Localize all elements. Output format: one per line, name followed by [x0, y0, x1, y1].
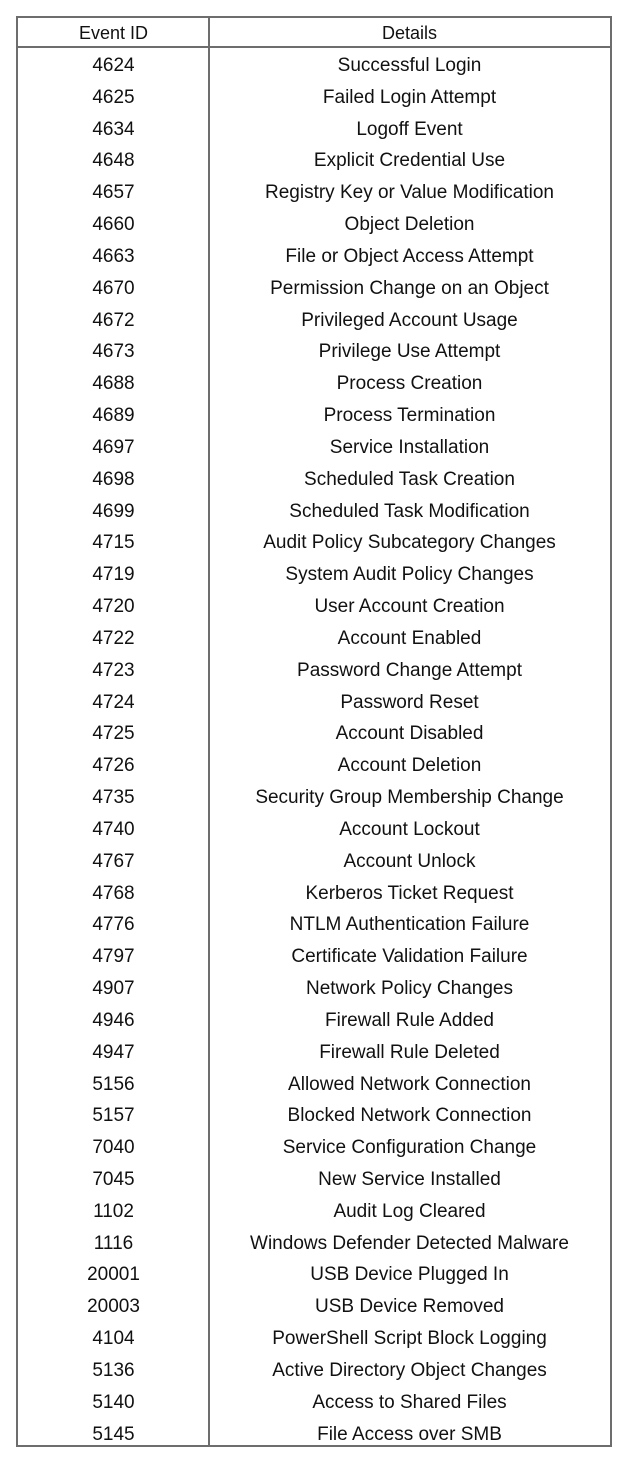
event-id-cell: 4634 — [92, 118, 135, 140]
event-id-cell: 4946 — [92, 1009, 135, 1031]
details-cell: USB Device Removed — [314, 1296, 505, 1318]
details-cell: Failed Login Attempt — [322, 86, 497, 108]
details-cell: USB Device Plugged In — [310, 1264, 509, 1286]
event-id-cell: 20003 — [87, 1296, 140, 1318]
event-id-cell: 4663 — [92, 245, 135, 267]
table-row — [18, 559, 610, 591]
details-cell: Scheduled Task Creation — [304, 468, 515, 490]
details-cell: Account Lockout — [339, 818, 480, 840]
table-row — [18, 1196, 610, 1228]
table-row — [18, 114, 610, 146]
table-row — [18, 464, 610, 496]
event-id-cell: 4740 — [92, 818, 135, 840]
details-cell: PowerShell Script Block Logging — [272, 1328, 547, 1350]
table-row — [18, 909, 610, 941]
event-id-cell: 7040 — [92, 1137, 135, 1159]
table-row — [18, 1387, 610, 1419]
table-row — [18, 973, 610, 1005]
table-row — [18, 1037, 610, 1069]
details-cell: Firewall Rule Deleted — [319, 1041, 500, 1063]
event-id-cell: 4720 — [92, 596, 135, 618]
table-row — [18, 432, 610, 464]
table-row — [18, 177, 610, 209]
details-cell: Account Disabled — [335, 723, 484, 745]
table-row — [18, 209, 610, 241]
table-row — [18, 718, 610, 750]
details-cell: Network Policy Changes — [306, 978, 513, 1000]
event-id-cell: 4104 — [92, 1328, 135, 1350]
details-cell: Kerberos Ticket Request — [305, 882, 514, 904]
details-cell: New Service Installed — [318, 1168, 501, 1190]
details-cell: Service Installation — [329, 436, 490, 458]
event-id-cell: 4724 — [92, 691, 135, 713]
event-id-cell: 4672 — [92, 309, 135, 331]
event-id-cell: 4648 — [92, 150, 135, 172]
table-row — [18, 241, 610, 273]
details-cell: Active Directory Object Changes — [272, 1359, 547, 1381]
event-id-cell: 4670 — [92, 277, 135, 299]
event-id-cell: 7045 — [92, 1168, 135, 1190]
event-id-cell: 4699 — [92, 500, 135, 522]
event-id-table — [16, 16, 612, 1447]
event-id-cell: 4735 — [92, 787, 135, 809]
table-row — [18, 145, 610, 177]
details-cell: Audit Log Cleared — [333, 1200, 486, 1222]
event-id-cell: 4725 — [92, 723, 135, 745]
table-row — [18, 687, 610, 719]
table-row — [18, 1419, 610, 1451]
table-row — [18, 655, 610, 687]
event-id-cell: 4767 — [92, 850, 135, 872]
event-id-cell: 4715 — [92, 532, 135, 554]
table-row — [18, 1228, 610, 1260]
header-details: Details — [381, 23, 438, 43]
details-cell: Logoff Event — [356, 118, 463, 140]
event-id-cell: 1116 — [93, 1232, 134, 1254]
details-cell: Privileged Account Usage — [301, 309, 518, 331]
event-id-cell: 4768 — [92, 882, 135, 904]
event-id-cell: 20001 — [87, 1264, 140, 1286]
details-cell: Service Configuration Change — [282, 1137, 537, 1159]
event-id-cell: 4689 — [92, 405, 135, 427]
table-row — [18, 273, 610, 305]
table-body — [18, 48, 610, 1450]
details-cell: Firewall Rule Added — [325, 1009, 494, 1031]
details-cell: Allowed Network Connection — [288, 1073, 531, 1095]
event-id-cell: 5136 — [92, 1359, 135, 1381]
table-row — [18, 50, 610, 82]
details-cell: Account Enabled — [337, 627, 482, 649]
table-row — [18, 1100, 610, 1132]
event-id-cell: 4726 — [92, 755, 135, 777]
table-row — [18, 941, 610, 973]
table-row — [18, 336, 610, 368]
details-cell: File or Object Access Attempt — [285, 245, 534, 267]
details-cell: Object Deletion — [344, 214, 475, 236]
table-row — [18, 1069, 610, 1101]
details-cell: NTLM Authentication Failure — [289, 914, 530, 936]
event-id-cell: 5145 — [92, 1423, 135, 1445]
details-cell: Registry Key or Value Modification — [265, 182, 554, 204]
event-id-cell: 4673 — [92, 341, 135, 363]
details-cell: Blocked Network Connection — [287, 1105, 532, 1127]
event-id-cell: 4625 — [92, 86, 135, 108]
details-cell: Account Deletion — [337, 755, 482, 777]
details-cell: User Account Creation — [314, 596, 505, 618]
event-id-cell: 4722 — [92, 627, 135, 649]
event-id-cell: 5156 — [92, 1073, 135, 1095]
event-id-cell: 4907 — [92, 978, 135, 1000]
event-id-cell: 4697 — [92, 436, 135, 458]
table-row — [18, 1259, 610, 1291]
details-cell: Explicit Credential Use — [313, 150, 506, 172]
table-row — [18, 814, 610, 846]
event-id-cell: 4698 — [92, 468, 135, 490]
table-row — [18, 1323, 610, 1355]
header-event-id: Event ID — [78, 23, 149, 43]
table-row — [18, 1005, 610, 1037]
table-row — [18, 878, 610, 910]
event-id-cell: 4947 — [92, 1041, 135, 1063]
details-cell: Audit Policy Subcategory Changes — [263, 532, 556, 554]
details-cell: Certificate Validation Failure — [291, 946, 528, 968]
details-cell: Process Creation — [336, 373, 483, 395]
details-cell: Password Reset — [340, 691, 479, 713]
event-id-cell: 5157 — [92, 1105, 135, 1127]
table-row — [18, 368, 610, 400]
event-id-cell: 4723 — [92, 659, 135, 681]
table-row — [18, 623, 610, 655]
details-cell: Permission Change on an Object — [270, 277, 549, 299]
event-id-cell: 1102 — [93, 1200, 134, 1222]
event-id-cell: 4688 — [92, 373, 135, 395]
details-cell: Windows Defender Detected Malware — [250, 1232, 569, 1254]
details-cell: Security Group Membership Change — [255, 787, 564, 809]
table-row — [18, 750, 610, 782]
details-cell: Successful Login — [337, 55, 482, 76]
event-id-cell: 4719 — [92, 564, 135, 586]
details-cell: Account Unlock — [343, 850, 476, 872]
table-row — [18, 305, 610, 337]
table-row — [18, 496, 610, 528]
event-id-cell: 4776 — [92, 914, 135, 936]
table-row — [18, 782, 610, 814]
event-id-cell: 5140 — [92, 1391, 135, 1413]
table-row — [18, 1355, 610, 1387]
details-cell: File Access over SMB — [317, 1423, 502, 1445]
details-cell: System Audit Policy Changes — [285, 564, 534, 586]
table-row — [18, 82, 610, 114]
table-row — [18, 527, 610, 559]
details-cell: Process Termination — [323, 405, 496, 427]
details-cell: Access to Shared Files — [312, 1391, 507, 1413]
event-id-cell: 4624 — [92, 55, 135, 76]
table-header-row — [18, 18, 610, 48]
table-row — [18, 591, 610, 623]
table-row — [18, 400, 610, 432]
table-row — [18, 846, 610, 878]
table-row — [18, 1132, 610, 1164]
event-id-cell: 4660 — [92, 214, 135, 236]
event-id-cell: 4797 — [92, 946, 135, 968]
table-row — [18, 1291, 610, 1323]
table-row — [18, 1164, 610, 1196]
event-id-cell: 4657 — [92, 182, 135, 204]
details-cell: Privilege Use Attempt — [318, 341, 501, 363]
details-cell: Password Change Attempt — [297, 659, 522, 681]
details-cell: Scheduled Task Modification — [289, 500, 530, 522]
